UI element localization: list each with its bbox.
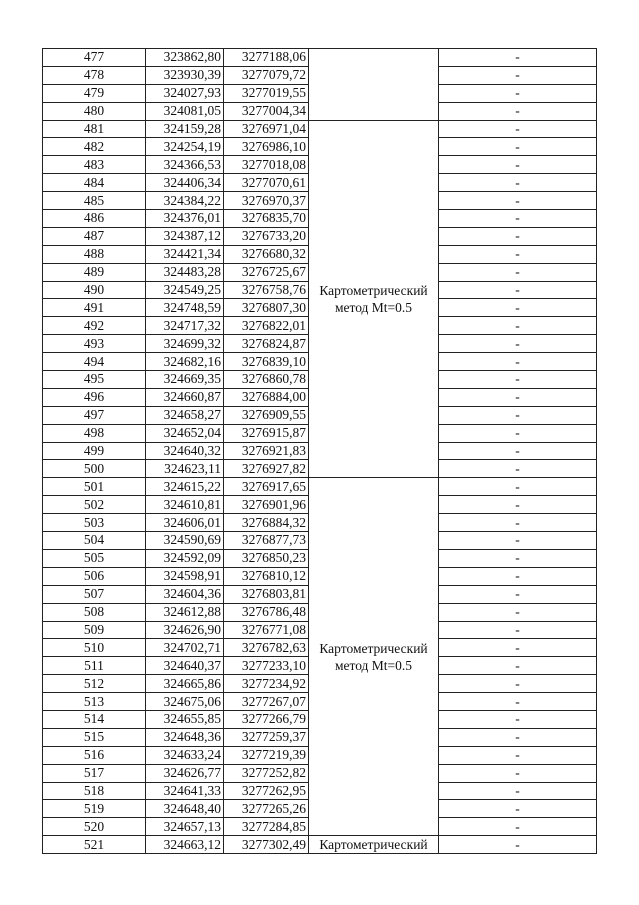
accuracy-cell: - (439, 227, 597, 245)
y-coordinate-cell: 3276803,81 (224, 585, 309, 603)
y-coordinate-cell: 3276807,30 (224, 299, 309, 317)
table-row (43, 836, 597, 854)
x-coordinate-cell: 323930,39 (146, 66, 224, 84)
accuracy-cell: - (439, 317, 597, 335)
y-coordinate-cell: 3276822,01 (224, 317, 309, 335)
accuracy-cell: - (439, 210, 597, 228)
x-coordinate-cell: 324658,27 (146, 406, 224, 424)
point-number-cell: 510 (43, 639, 146, 657)
accuracy-cell: - (439, 192, 597, 210)
y-coordinate-cell: 3276917,65 (224, 478, 309, 496)
y-coordinate-cell: 3277233,10 (224, 657, 309, 675)
method-cell: Картометрический метод Mt=0.5 (309, 478, 439, 836)
accuracy-cell: - (439, 549, 597, 567)
x-coordinate-cell: 324665,86 (146, 675, 224, 693)
point-number-cell: 509 (43, 621, 146, 639)
accuracy-cell: - (439, 478, 597, 496)
x-coordinate-cell: 324655,85 (146, 710, 224, 728)
y-coordinate-cell: 3276839,10 (224, 353, 309, 371)
document-page (42, 48, 596, 854)
point-number-cell: 504 (43, 532, 146, 550)
y-coordinate-cell: 3276860,78 (224, 371, 309, 389)
y-coordinate-cell: 3276970,37 (224, 192, 309, 210)
accuracy-cell: - (439, 156, 597, 174)
accuracy-cell: - (439, 263, 597, 281)
x-coordinate-cell: 324366,53 (146, 156, 224, 174)
point-number-cell: 500 (43, 460, 146, 478)
x-coordinate-cell: 324641,33 (146, 782, 224, 800)
point-number-cell: 495 (43, 371, 146, 389)
accuracy-cell: - (439, 371, 597, 389)
accuracy-cell: - (439, 800, 597, 818)
accuracy-cell: - (439, 693, 597, 711)
point-number-cell: 484 (43, 174, 146, 192)
point-number-cell: 489 (43, 263, 146, 281)
x-coordinate-cell: 324254,19 (146, 138, 224, 156)
accuracy-cell: - (439, 567, 597, 585)
x-coordinate-cell: 324549,25 (146, 281, 224, 299)
y-coordinate-cell: 3277252,82 (224, 764, 309, 782)
point-number-cell: 481 (43, 120, 146, 138)
accuracy-cell: - (439, 245, 597, 263)
point-number-cell: 513 (43, 693, 146, 711)
x-coordinate-cell: 324626,77 (146, 764, 224, 782)
x-coordinate-cell: 324702,71 (146, 639, 224, 657)
y-coordinate-cell: 3277259,37 (224, 728, 309, 746)
y-coordinate-cell: 3276824,87 (224, 335, 309, 353)
x-coordinate-cell: 324657,13 (146, 818, 224, 836)
x-coordinate-cell: 324376,01 (146, 210, 224, 228)
accuracy-cell: - (439, 639, 597, 657)
y-coordinate-cell: 3277234,92 (224, 675, 309, 693)
accuracy-cell: - (439, 585, 597, 603)
x-coordinate-cell: 324717,32 (146, 317, 224, 335)
accuracy-cell: - (439, 66, 597, 84)
x-coordinate-cell: 324615,22 (146, 478, 224, 496)
accuracy-cell: - (439, 353, 597, 371)
y-coordinate-cell: 3276680,32 (224, 245, 309, 263)
y-coordinate-cell: 3276850,23 (224, 549, 309, 567)
y-coordinate-cell: 3276901,96 (224, 496, 309, 514)
point-number-cell: 486 (43, 210, 146, 228)
point-number-cell: 493 (43, 335, 146, 353)
y-coordinate-cell: 3276971,04 (224, 120, 309, 138)
y-coordinate-cell: 3277266,79 (224, 710, 309, 728)
point-number-cell: 520 (43, 818, 146, 836)
point-number-cell: 480 (43, 102, 146, 120)
y-coordinate-cell: 3277079,72 (224, 66, 309, 84)
accuracy-cell: - (439, 746, 597, 764)
accuracy-cell: - (439, 657, 597, 675)
x-coordinate-cell: 324610,81 (146, 496, 224, 514)
y-coordinate-cell: 3276909,55 (224, 406, 309, 424)
x-coordinate-cell: 324598,91 (146, 567, 224, 585)
x-coordinate-cell: 324640,37 (146, 657, 224, 675)
x-coordinate-cell: 324633,24 (146, 746, 224, 764)
x-coordinate-cell: 324027,93 (146, 84, 224, 102)
x-coordinate-cell: 324421,34 (146, 245, 224, 263)
table-row (43, 49, 597, 67)
x-coordinate-cell: 324159,28 (146, 120, 224, 138)
y-coordinate-cell: 3276771,08 (224, 621, 309, 639)
x-coordinate-cell: 323862,80 (146, 49, 224, 67)
x-coordinate-cell: 324699,32 (146, 335, 224, 353)
x-coordinate-cell: 324669,35 (146, 371, 224, 389)
x-coordinate-cell: 324640,32 (146, 442, 224, 460)
accuracy-cell: - (439, 782, 597, 800)
accuracy-cell: - (439, 138, 597, 156)
x-coordinate-cell: 324660,87 (146, 388, 224, 406)
accuracy-cell: - (439, 299, 597, 317)
point-number-cell: 479 (43, 84, 146, 102)
x-coordinate-cell: 324483,28 (146, 263, 224, 281)
point-number-cell: 515 (43, 728, 146, 746)
point-number-cell: 494 (43, 353, 146, 371)
x-coordinate-cell: 324604,36 (146, 585, 224, 603)
point-number-cell: 477 (43, 49, 146, 67)
y-coordinate-cell: 3277284,85 (224, 818, 309, 836)
point-number-cell: 487 (43, 227, 146, 245)
y-coordinate-cell: 3277004,34 (224, 102, 309, 120)
x-coordinate-cell: 324648,36 (146, 728, 224, 746)
y-coordinate-cell: 3276915,87 (224, 424, 309, 442)
y-coordinate-cell: 3276725,67 (224, 263, 309, 281)
point-number-cell: 517 (43, 764, 146, 782)
y-coordinate-cell: 3277018,08 (224, 156, 309, 174)
accuracy-cell: - (439, 818, 597, 836)
accuracy-cell: - (439, 532, 597, 550)
accuracy-cell: - (439, 442, 597, 460)
x-coordinate-cell: 324652,04 (146, 424, 224, 442)
accuracy-cell: - (439, 49, 597, 67)
y-coordinate-cell: 3276810,12 (224, 567, 309, 585)
coordinates-table (42, 48, 597, 854)
x-coordinate-cell: 324623,11 (146, 460, 224, 478)
y-coordinate-cell: 3277262,95 (224, 782, 309, 800)
accuracy-cell: - (439, 728, 597, 746)
x-coordinate-cell: 324612,88 (146, 603, 224, 621)
method-cell (309, 49, 439, 121)
coordinates-table-body (43, 49, 597, 854)
accuracy-cell: - (439, 496, 597, 514)
y-coordinate-cell: 3277302,49 (224, 836, 309, 854)
accuracy-cell: - (439, 102, 597, 120)
point-number-cell: 507 (43, 585, 146, 603)
accuracy-cell: - (439, 710, 597, 728)
y-coordinate-cell: 3276986,10 (224, 138, 309, 156)
y-coordinate-cell: 3276927,82 (224, 460, 309, 478)
point-number-cell: 488 (43, 245, 146, 263)
y-coordinate-cell: 3276786,48 (224, 603, 309, 621)
accuracy-cell: - (439, 120, 597, 138)
accuracy-cell: - (439, 675, 597, 693)
y-coordinate-cell: 3276835,70 (224, 210, 309, 228)
y-coordinate-cell: 3276877,73 (224, 532, 309, 550)
point-number-cell: 518 (43, 782, 146, 800)
point-number-cell: 501 (43, 478, 146, 496)
point-number-cell: 508 (43, 603, 146, 621)
accuracy-cell: - (439, 174, 597, 192)
x-coordinate-cell: 324081,05 (146, 102, 224, 120)
accuracy-cell: - (439, 621, 597, 639)
method-cell: Картометрический (309, 836, 439, 854)
point-number-cell: 491 (43, 299, 146, 317)
y-coordinate-cell: 3277267,07 (224, 693, 309, 711)
y-coordinate-cell: 3277265,26 (224, 800, 309, 818)
point-number-cell: 512 (43, 675, 146, 693)
point-number-cell: 497 (43, 406, 146, 424)
y-coordinate-cell: 3277019,55 (224, 84, 309, 102)
point-number-cell: 521 (43, 836, 146, 854)
x-coordinate-cell: 324387,12 (146, 227, 224, 245)
x-coordinate-cell: 324682,16 (146, 353, 224, 371)
y-coordinate-cell: 3276884,32 (224, 514, 309, 532)
accuracy-cell: - (439, 388, 597, 406)
point-number-cell: 499 (43, 442, 146, 460)
y-coordinate-cell: 3276921,83 (224, 442, 309, 460)
x-coordinate-cell: 324592,09 (146, 549, 224, 567)
x-coordinate-cell: 324675,06 (146, 693, 224, 711)
accuracy-cell: - (439, 335, 597, 353)
x-coordinate-cell: 324748,59 (146, 299, 224, 317)
table-row (43, 478, 597, 496)
accuracy-cell: - (439, 764, 597, 782)
table-row (43, 120, 597, 138)
point-number-cell: 519 (43, 800, 146, 818)
accuracy-cell: - (439, 460, 597, 478)
y-coordinate-cell: 3276758,76 (224, 281, 309, 299)
y-coordinate-cell: 3276884,00 (224, 388, 309, 406)
accuracy-cell: - (439, 424, 597, 442)
x-coordinate-cell: 324626,90 (146, 621, 224, 639)
point-number-cell: 511 (43, 657, 146, 675)
y-coordinate-cell: 3277070,61 (224, 174, 309, 192)
point-number-cell: 516 (43, 746, 146, 764)
x-coordinate-cell: 324648,40 (146, 800, 224, 818)
y-coordinate-cell: 3276733,20 (224, 227, 309, 245)
point-number-cell: 490 (43, 281, 146, 299)
point-number-cell: 483 (43, 156, 146, 174)
point-number-cell: 514 (43, 710, 146, 728)
y-coordinate-cell: 3276782,63 (224, 639, 309, 657)
x-coordinate-cell: 324590,69 (146, 532, 224, 550)
accuracy-cell: - (439, 84, 597, 102)
point-number-cell: 502 (43, 496, 146, 514)
point-number-cell: 506 (43, 567, 146, 585)
accuracy-cell: - (439, 281, 597, 299)
point-number-cell: 482 (43, 138, 146, 156)
x-coordinate-cell: 324663,12 (146, 836, 224, 854)
point-number-cell: 498 (43, 424, 146, 442)
point-number-cell: 503 (43, 514, 146, 532)
x-coordinate-cell: 324406,34 (146, 174, 224, 192)
point-number-cell: 505 (43, 549, 146, 567)
point-number-cell: 485 (43, 192, 146, 210)
method-cell: Картометрический метод Mt=0.5 (309, 120, 439, 478)
accuracy-cell: - (439, 836, 597, 854)
point-number-cell: 496 (43, 388, 146, 406)
x-coordinate-cell: 324384,22 (146, 192, 224, 210)
accuracy-cell: - (439, 603, 597, 621)
y-coordinate-cell: 3277219,39 (224, 746, 309, 764)
point-number-cell: 478 (43, 66, 146, 84)
accuracy-cell: - (439, 406, 597, 424)
accuracy-cell: - (439, 514, 597, 532)
y-coordinate-cell: 3277188,06 (224, 49, 309, 67)
point-number-cell: 492 (43, 317, 146, 335)
x-coordinate-cell: 324606,01 (146, 514, 224, 532)
